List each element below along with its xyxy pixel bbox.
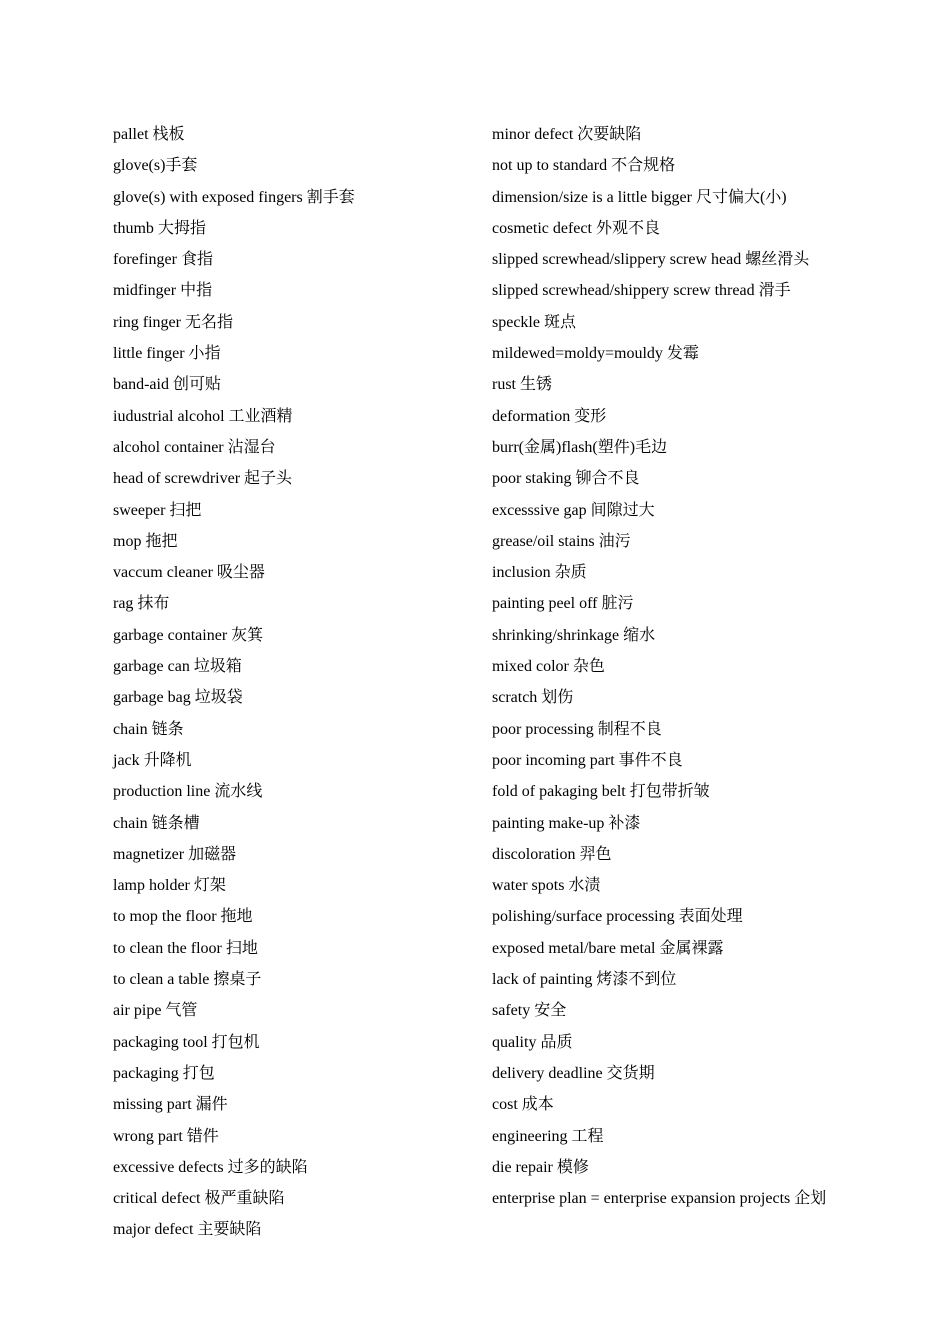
right-glossary-entry: poor staking 铆合不良 <box>492 470 640 488</box>
left-glossary-entry: air pipe 气管 <box>113 1002 198 1020</box>
left-glossary-entry: chain 链条槽 <box>113 814 200 832</box>
right-glossary-entry: speckle 斑点 <box>492 313 576 331</box>
left-glossary-entry: alcohol container 沾湿台 <box>113 438 276 456</box>
left-glossary-entry: missing part 漏件 <box>113 1096 228 1114</box>
left-glossary-entry: iudustrial alcohol 工业酒精 <box>113 407 293 425</box>
right-glossary-entry: safety 安全 <box>492 1002 567 1020</box>
right-glossary-entry: mildewed=moldy=mouldy 发霉 <box>492 345 699 363</box>
right-glossary-entry: exposed metal/bare metal 金属裸露 <box>492 939 724 957</box>
right-glossary-entry: minor defect 次要缺陷 <box>492 126 642 143</box>
left-glossary-entry: garbage can 垃圾箱 <box>113 658 242 676</box>
left-glossary-entry: chain 链条 <box>113 720 184 738</box>
left-glossary-entry: pallet 栈板 <box>113 126 185 143</box>
right-glossary-entry: painting make-up 补漆 <box>492 814 641 832</box>
left-glossary-entry: packaging 打包 <box>113 1064 215 1082</box>
left-glossary-entry: sweeper 扫把 <box>113 501 202 519</box>
right-glossary-entry: poor incoming part 事件不良 <box>492 751 683 769</box>
left-glossary-entry: excessive defects 过多的缺陷 <box>113 1158 308 1176</box>
right-glossary-entry: fold of pakaging belt 打包带折皱 <box>492 783 710 801</box>
left-glossary-entry: magnetizer 加磁器 <box>113 845 237 863</box>
right-glossary-entry: shrinking/shrinkage 缩水 <box>492 626 656 644</box>
right-glossary-entry: cost 成本 <box>492 1096 554 1114</box>
right-glossary-entry: rust 生锈 <box>492 376 553 394</box>
right-glossary-entry: lack of painting 烤漆不到位 <box>492 971 677 989</box>
left-glossary-entry: glove(s) with exposed fingers 割手套 <box>113 188 355 206</box>
left-glossary-entry: major defect 主要缺陷 <box>113 1221 262 1239</box>
left-glossary-entry: rag 抹布 <box>113 595 170 613</box>
left-glossary-entry: packaging tool 打包机 <box>113 1033 260 1051</box>
right-glossary-entry: engineering 工程 <box>492 1127 604 1145</box>
right-glossary-entry: deformation 变形 <box>492 407 607 425</box>
right-glossary-entry: delivery deadline 交货期 <box>492 1064 655 1082</box>
left-glossary-entry: thumb 大拇指 <box>113 219 206 237</box>
right-glossary-entry: discoloration 羿色 <box>492 845 612 863</box>
right-glossary-entry: excesssive gap 间隙过大 <box>492 501 655 519</box>
right-glossary-entry: enterprise plan = enterprise expansion projects 企划 <box>492 1190 827 1208</box>
left-glossary-entry: to clean a table 擦桌子 <box>113 971 262 989</box>
right-glossary-entry: grease/oil stains 油污 <box>492 532 631 550</box>
left-glossary-entry: head of screwdriver 起子头 <box>113 470 293 488</box>
left-glossary-column <box>113 119 473 1246</box>
right-glossary-entry: quality 品质 <box>492 1033 573 1051</box>
right-glossary-entry: not up to standard 不合规格 <box>492 157 676 175</box>
left-glossary-entry: ring finger 无名指 <box>113 313 233 331</box>
right-glossary-entry: water spots 水渍 <box>492 877 601 895</box>
left-glossary-entry: midfinger 中指 <box>113 282 213 300</box>
left-glossary-entry: vaccum cleaner 吸尘器 <box>113 564 265 582</box>
right-glossary-entry: die repair 模修 <box>492 1158 589 1176</box>
left-glossary-entry: forefinger 食指 <box>113 251 213 269</box>
left-glossary-entry: production line 流水线 <box>113 783 263 801</box>
right-glossary-column <box>492 119 838 1214</box>
right-glossary-entry: slipped screwhead/shippery screw thread 滑手 <box>492 282 791 300</box>
right-glossary-entry: slipped screwhead/slippery screw head 螺丝滑头 <box>492 251 810 269</box>
left-glossary-entry: glove(s)手套 <box>113 157 198 175</box>
right-glossary-entry: poor processing 制程不良 <box>492 720 662 738</box>
left-glossary-entry: little finger 小指 <box>113 345 221 363</box>
left-glossary-entry: wrong part 错件 <box>113 1127 219 1145</box>
right-glossary-entry: painting peel off 脏污 <box>492 595 634 613</box>
right-glossary-entry: burr(金属)flash(塑件)毛边 <box>492 438 668 456</box>
left-glossary-entry: to clean the floor 扫地 <box>113 939 258 957</box>
right-glossary-entry: dimension/size is a little bigger 尺寸偏大(小) <box>492 188 787 206</box>
left-glossary-entry: jack 升降机 <box>113 751 192 769</box>
right-glossary-entry: mixed color 杂色 <box>492 658 605 676</box>
left-glossary-entry: critical defect 极严重缺陷 <box>113 1190 285 1208</box>
right-glossary-entry: polishing/surface processing 表面处理 <box>492 908 743 926</box>
left-glossary-entry: band-aid 创可贴 <box>113 376 221 394</box>
left-glossary-entry: to mop the floor 拖地 <box>113 908 253 926</box>
left-glossary-entry: garbage container 灰箕 <box>113 626 264 644</box>
left-glossary-entry: lamp holder 灯架 <box>113 877 226 895</box>
left-glossary-entry: garbage bag 垃圾袋 <box>113 689 243 707</box>
left-glossary-entry: mop 拖把 <box>113 532 178 550</box>
right-glossary-entry: cosmetic defect 外观不良 <box>492 219 660 237</box>
right-glossary-entry: scratch 划伤 <box>492 689 574 707</box>
right-glossary-entry: inclusion 杂质 <box>492 564 587 582</box>
